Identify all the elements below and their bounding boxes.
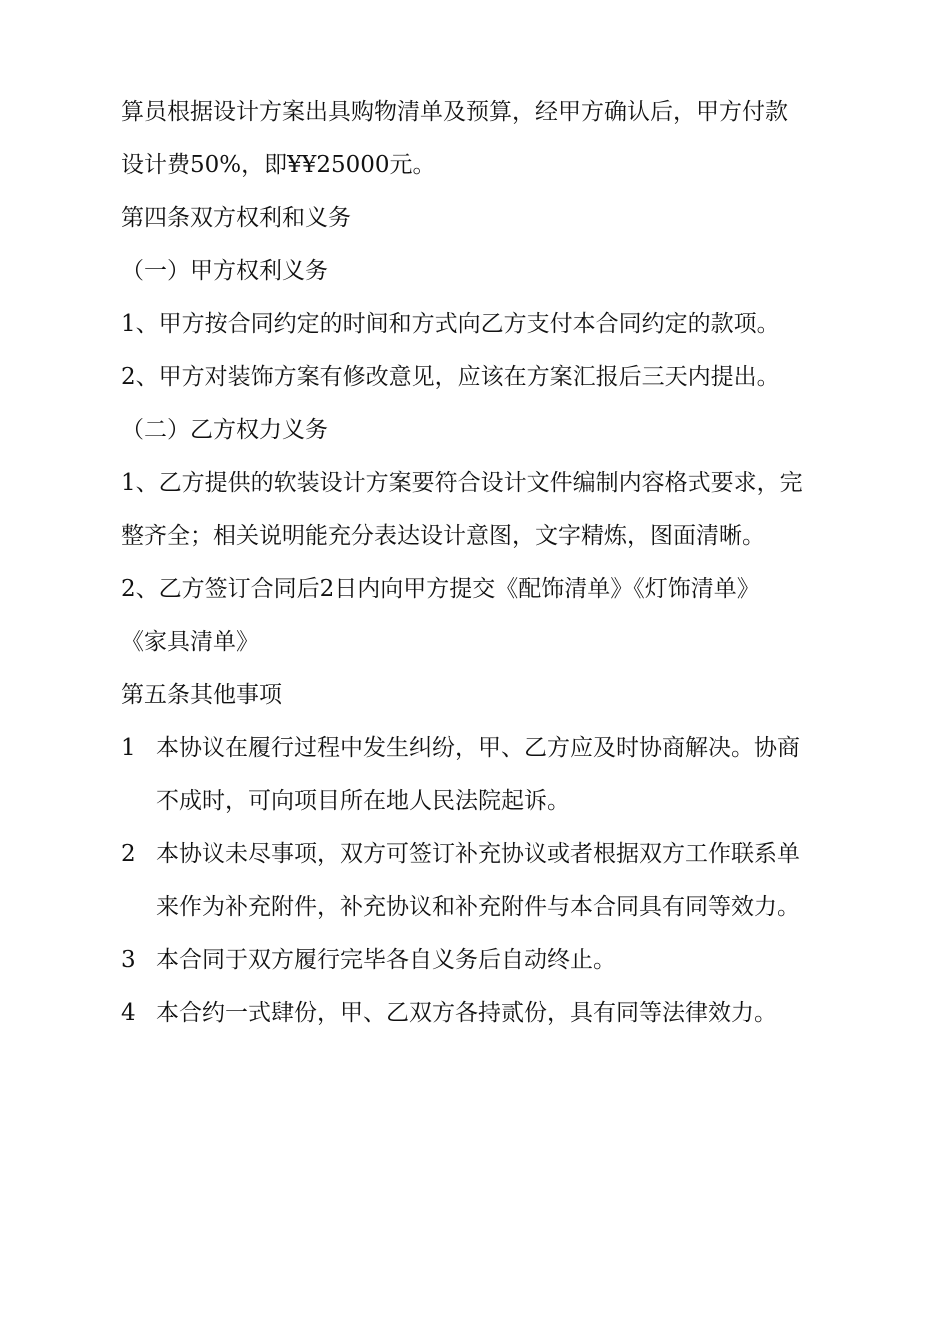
list-item-text: 本协议在履行过程中发生纠纷，甲、乙方应及时协商解决。协商 <box>156 735 800 761</box>
list-item-text: 本合约一式肆份，甲、乙双方各持贰份，具有同等法律效力。 <box>156 1000 777 1026</box>
list-item-number: 4 <box>121 1000 136 1026</box>
party-a-heading: （一）甲方权利义务 <box>121 258 328 284</box>
list-item-number: 1 <box>121 735 136 761</box>
article5-title: 第五条其他事项 <box>121 682 282 708</box>
paragraph-line: 设计费50%，即¥¥25000元。 <box>121 152 436 178</box>
list-item-text: 本合同于双方履行完毕各自义务后自动终止。 <box>156 947 616 973</box>
list-item-text: 不成时，可向项目所在地人民法院起诉。 <box>156 788 570 814</box>
list-item-number: 2 <box>121 841 136 867</box>
party-b-item: 2、乙方签订合同后2日内向甲方提交《配饰清单》《灯饰清单》 <box>121 576 760 602</box>
list-item-number: 3 <box>121 947 136 973</box>
party-b-item: 《家具清单》 <box>121 629 259 655</box>
list-item-text: 本协议未尽事项，双方可签订补充协议或者根据双方工作联系单 <box>156 841 800 867</box>
article4-title: 第四条双方权利和义务 <box>121 205 351 231</box>
party-a-item: 1、甲方按合同约定的时间和方式向乙方支付本合同约定的款项。 <box>121 311 780 337</box>
party-b-item: 1、乙方提供的软装设计方案要符合设计文件编制内容格式要求，完 <box>121 470 803 496</box>
list-item-text: 来作为补充附件，补充协议和补充附件与本合同具有同等效力。 <box>156 894 800 920</box>
party-b-heading: （二）乙方权力义务 <box>121 417 328 443</box>
paragraph-line: 算员根据设计方案出具购物清单及预算，经甲方确认后，甲方付款 <box>121 99 788 125</box>
party-a-item: 2、甲方对装饰方案有修改意见，应该在方案汇报后三天内提出。 <box>121 364 780 390</box>
party-b-item: 整齐全；相关说明能充分表达设计意图，文字精炼，图面清晰。 <box>121 523 765 549</box>
